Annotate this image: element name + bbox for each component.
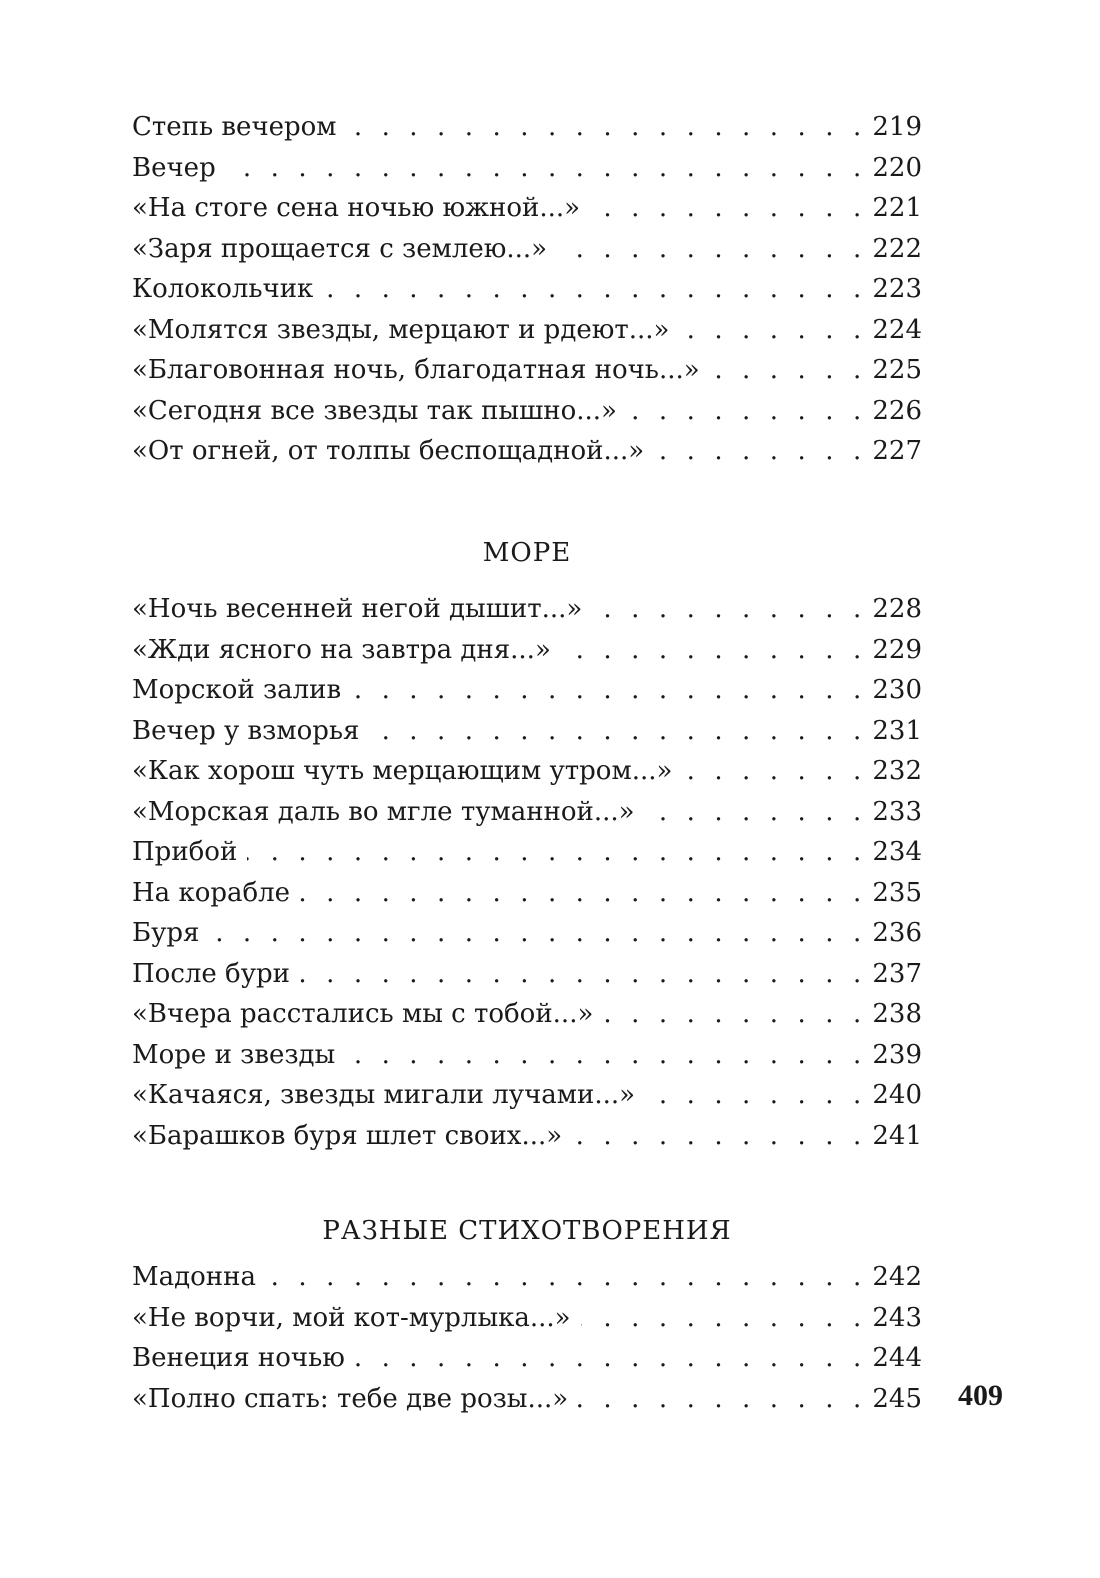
toc-entry — [132, 954, 922, 995]
toc-entry — [132, 1379, 922, 1420]
toc-entry — [132, 1116, 922, 1157]
toc-entry — [132, 391, 922, 432]
toc-entry-title: «Благовонная ночь, благодатная ночь...» — [132, 355, 710, 385]
toc-entry — [132, 269, 922, 310]
toc-entry — [132, 711, 922, 752]
toc-entry — [132, 148, 922, 189]
toc-entry — [132, 589, 922, 630]
toc-entry-title: Вечер у взморья — [132, 716, 369, 746]
toc-entry — [132, 1257, 922, 1298]
toc-entry — [132, 107, 922, 148]
toc-section-continued — [132, 107, 922, 472]
toc-entry-title: «Барашков буря шлет своих...» — [132, 1121, 572, 1151]
toc-entry — [132, 431, 922, 472]
toc-entry-title: «Жди ясного на завтра дня...» — [132, 635, 561, 665]
toc-entry — [132, 670, 922, 711]
toc-entry-title: Степь вечером — [132, 112, 347, 142]
toc-entry — [132, 188, 922, 229]
toc-entry-title: «На стоге сена ночью южной...» — [132, 193, 590, 223]
toc-entry-page: 244 — [862, 1338, 922, 1379]
toc-entry-page: 241 — [862, 1116, 922, 1157]
toc-entry-title: На корабле — [132, 878, 300, 908]
toc-entry-page: 240 — [862, 1075, 922, 1116]
toc-entry-page: 220 — [862, 148, 922, 189]
toc-entry-title: «Качаяся, звезды мигали лучами...» — [132, 1080, 645, 1110]
toc-entry-title: Колокольчик — [132, 274, 323, 304]
toc-entry-page: 229 — [862, 630, 922, 671]
toc-entry-title: После бури — [132, 959, 300, 989]
toc-entry-title: Вечер — [132, 153, 226, 183]
toc-entry-page: 230 — [862, 670, 922, 711]
toc-entry-page: 221 — [862, 188, 922, 229]
toc-entry — [132, 1338, 922, 1379]
toc-entry-page: 238 — [862, 994, 922, 1035]
toc-entry-page: 239 — [862, 1035, 922, 1076]
dot-leader — [132, 832, 922, 873]
toc-entry-title: Прибой — [132, 837, 247, 867]
toc-entry — [132, 751, 922, 792]
toc-entry-page: 225 — [862, 350, 922, 391]
toc-entry-title: Мадонна — [132, 1262, 266, 1292]
toc-entry — [132, 1035, 922, 1076]
toc-entry-title: «Ночь весенней негой дышит...» — [132, 594, 592, 624]
toc-entry — [132, 832, 922, 873]
toc-entry-page: 245 — [862, 1379, 922, 1420]
toc-entry-page: 231 — [862, 711, 922, 752]
toc-entry — [132, 913, 922, 954]
toc-entry-page: 242 — [862, 1257, 922, 1298]
dot-leader — [132, 913, 922, 954]
toc-entry-page: 227 — [862, 431, 922, 472]
toc-entry-title: «Вчера расстались мы с тобой...» — [132, 999, 603, 1029]
section-heading-sea: МОРЕ — [482, 538, 572, 568]
toc-entry-page: 222 — [862, 229, 922, 270]
dot-leader — [132, 148, 922, 189]
toc-entry-title: Море и звезды — [132, 1040, 345, 1070]
toc-entry — [132, 1298, 922, 1339]
toc-entry — [132, 1075, 922, 1116]
toc-entry-page: 237 — [862, 954, 922, 995]
toc-entry-page: 223 — [862, 269, 922, 310]
toc-entry-title: «Морская даль во мгле туманной...» — [132, 797, 645, 827]
toc-entry-page: 226 — [862, 391, 922, 432]
toc-entry-title: «Как хорош чуть мерцающим утром...» — [132, 756, 682, 786]
toc-entry-title: Буря — [132, 918, 209, 948]
toc-entry-page: 232 — [862, 751, 922, 792]
page-number: 409 — [958, 1379, 1003, 1412]
toc-entry-title: «Не ворчи, мой кот-мурлыка...» — [132, 1303, 581, 1333]
toc-entry-page: 219 — [862, 107, 922, 148]
toc-entry-page: 233 — [862, 792, 922, 833]
toc-entry-page: 243 — [862, 1298, 922, 1339]
toc-section-sea — [132, 589, 922, 1156]
section-heading-various-poems: РАЗНЫЕ СТИХОТВОРЕНИЯ — [322, 1216, 732, 1246]
toc-entry-title: «Сегодня все звезды так пышно...» — [132, 396, 627, 426]
toc-entry — [132, 229, 922, 270]
toc-entry-title: «От огней, от толпы беспощадной...» — [132, 436, 654, 466]
toc-entry-page: 228 — [862, 589, 922, 630]
toc-entry — [132, 994, 922, 1035]
toc-entry-title: «Заря прощается с землею...» — [132, 234, 557, 264]
toc-entry — [132, 792, 922, 833]
toc-entry-title: Венеция ночью — [132, 1343, 355, 1373]
toc-entry-page: 224 — [862, 310, 922, 351]
toc-entry-title: Морской залив — [132, 675, 351, 705]
toc-entry-title: «Полно спать: тебе две розы...» — [132, 1384, 578, 1414]
toc-entry-page: 235 — [862, 873, 922, 914]
toc-entry — [132, 350, 922, 391]
toc-section-various-poems — [132, 1257, 922, 1419]
toc-entry-title: «Молятся звезды, мерцают и рдеют...» — [132, 315, 679, 345]
toc-entry-page: 236 — [862, 913, 922, 954]
toc-entry — [132, 310, 922, 351]
toc-entry — [132, 630, 922, 671]
toc-entry — [132, 873, 922, 914]
toc-entry-page: 234 — [862, 832, 922, 873]
